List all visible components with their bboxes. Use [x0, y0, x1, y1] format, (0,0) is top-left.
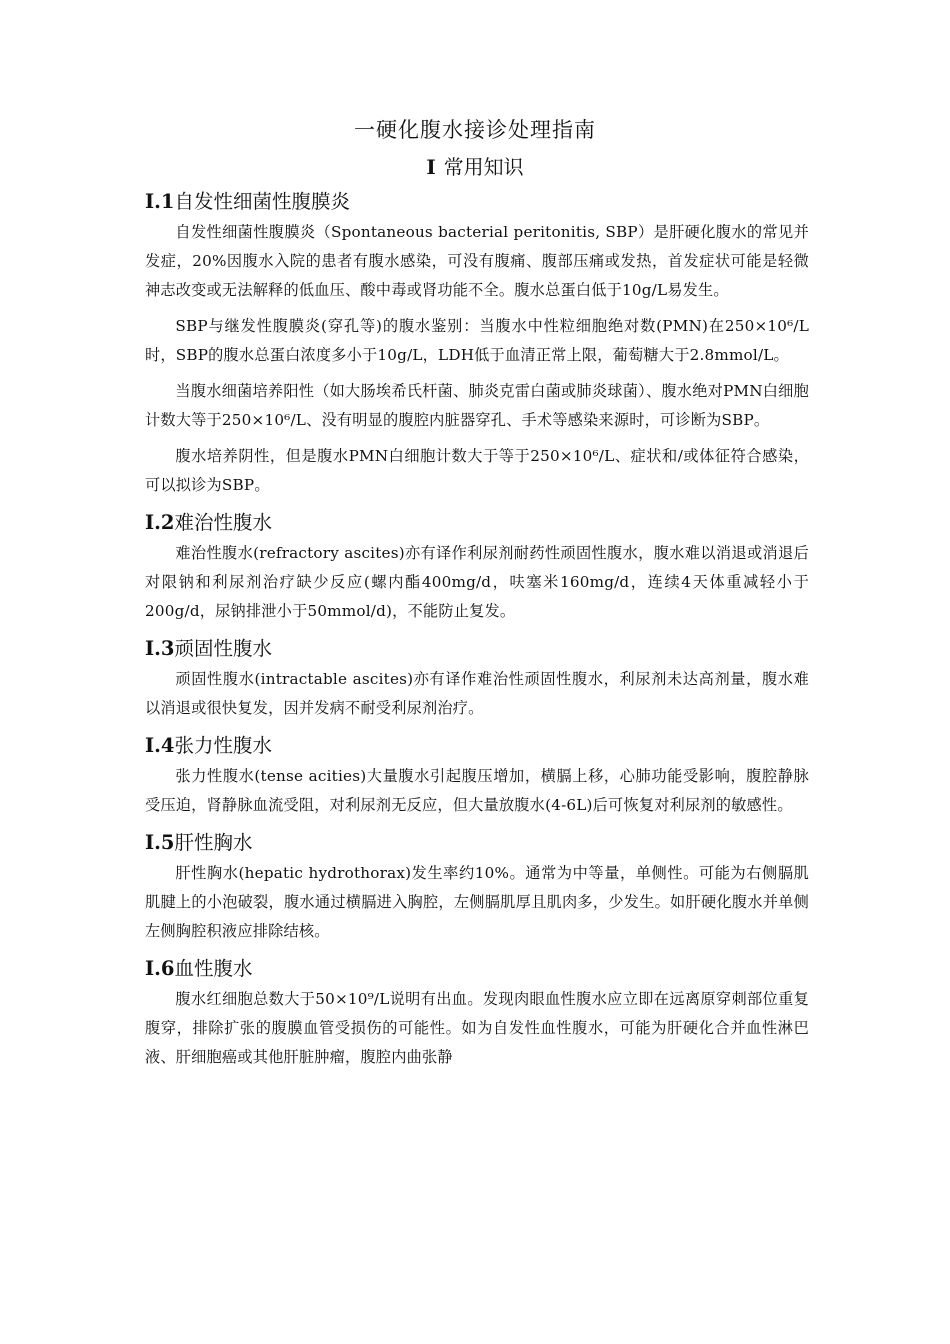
section-number: I.2	[145, 511, 175, 534]
part-heading	[0, 153, 950, 181]
section-heading-6	[145, 953, 809, 985]
section-title: 张力性腹水	[174, 734, 272, 757]
part-title: 常用知识	[443, 155, 524, 179]
section-heading-4	[145, 730, 809, 762]
section-title: 血性腹水	[174, 957, 253, 980]
paragraph: SBP与继发性腹膜炎(穿孔等)的腹水鉴别：当腹水中性粒细胞绝对数(PMN)在250×10⁶/L时，SBP的腹水总蛋白浓度多小于10g/L，LDH低于血清正常上限，葡萄糖大于2.8mmol/L。	[145, 317, 809, 364]
section-number: I.4	[145, 734, 175, 757]
paragraph: 张力性腹水(tense acities)大量腹水引起腹压增加，横膈上移，心肺功能受影响，腹腔静脉受压迫，肾静脉血流受阻，对利尿剂无反应，但大量放腹水(4-6L)后可恢复对利尿剂的敏感性。	[145, 767, 809, 814]
document-body	[145, 186, 809, 1079]
paragraph: 肝性胸水(hepatic hydrothorax)发生率约10%。通常为中等量，单侧性。可能为右侧膈肌肌腱上的小泡破裂，腹水通过横膈进入胸腔，左侧膈肌厚且肌肉多，少发生。如肝硬化腹水并单侧左侧胸腔积液应排除结核。	[145, 864, 809, 940]
section-title: 自发性细菌性腹膜炎	[174, 190, 350, 213]
part-number: I	[426, 155, 436, 179]
section-heading-5	[145, 827, 809, 859]
section-number: I.6	[145, 957, 175, 980]
document-title: 一硬化腹水接诊处理指南	[354, 118, 596, 142]
section-title: 顽固性腹水	[174, 637, 272, 660]
section-heading-3	[145, 633, 809, 665]
section-heading-1	[145, 186, 809, 218]
section-number: I.3	[145, 637, 175, 660]
section-title: 肝性胸水	[174, 831, 253, 854]
paragraph: 难治性腹水(refractory ascites)亦有译作利尿剂耐药性顽固性腹水，腹水难以消退或消退后对限钠和利尿剂治疗缺少反应(螺内酯400mg/d，呋塞米160mg/d，连续4天体重减轻小于200g/d，尿钠排泄小于50mmol/d)，不能防止复发。	[145, 544, 809, 620]
section-title: 难治性腹水	[174, 511, 272, 534]
section-number: I.5	[145, 831, 175, 854]
paragraph: 腹水培养阴性，但是腹水PMN白细胞计数大于等于250×10⁶/L、症状和/或体征符合感染，可以拟诊为SBP。	[145, 447, 809, 494]
section-number: I.1	[145, 190, 175, 213]
paragraph: 自发性细菌性腹膜炎（Spontaneous bacterial peritonitis, SBP）是肝硬化腹水的常见并发症，20%因腹水入院的患者有腹水感染，可没有腹痛、腹部压痛或发热，首发症状可能是轻微神志改变或无法解释的低血压、酸中毒或肾功能不全。腹水总蛋白低于10g/L易发生。	[145, 223, 809, 299]
paragraph: 顽固性腹水(intractable ascites)亦有译作难治性顽固性腹水，利尿剂未达高剂量，腹水难以消退或很快复发，因并发病不耐受利尿剂治疗。	[145, 670, 809, 717]
paragraph: 腹水红细胞总数大于50×10⁹/L说明有出血。发现肉眼血性腹水应立即在远离原穿刺部位重复腹穿，排除扩张的腹膜血管受损伤的可能性。如为自发性血性腹水，可能为肝硬化合并血性淋巴液、肝细胞癌或其他肝脏肿瘤，腹腔内曲张静	[145, 990, 809, 1066]
paragraph: 当腹水细菌培养阳性（如大肠埃希氏杆菌、肺炎克雷白菌或肺炎球菌）、腹水绝对PMN白细胞计数大等于250×10⁶/L、没有明显的腹腔内脏器穿孔、手术等感染来源时，可诊断为SBP。	[145, 382, 809, 429]
section-heading-2	[145, 507, 809, 539]
